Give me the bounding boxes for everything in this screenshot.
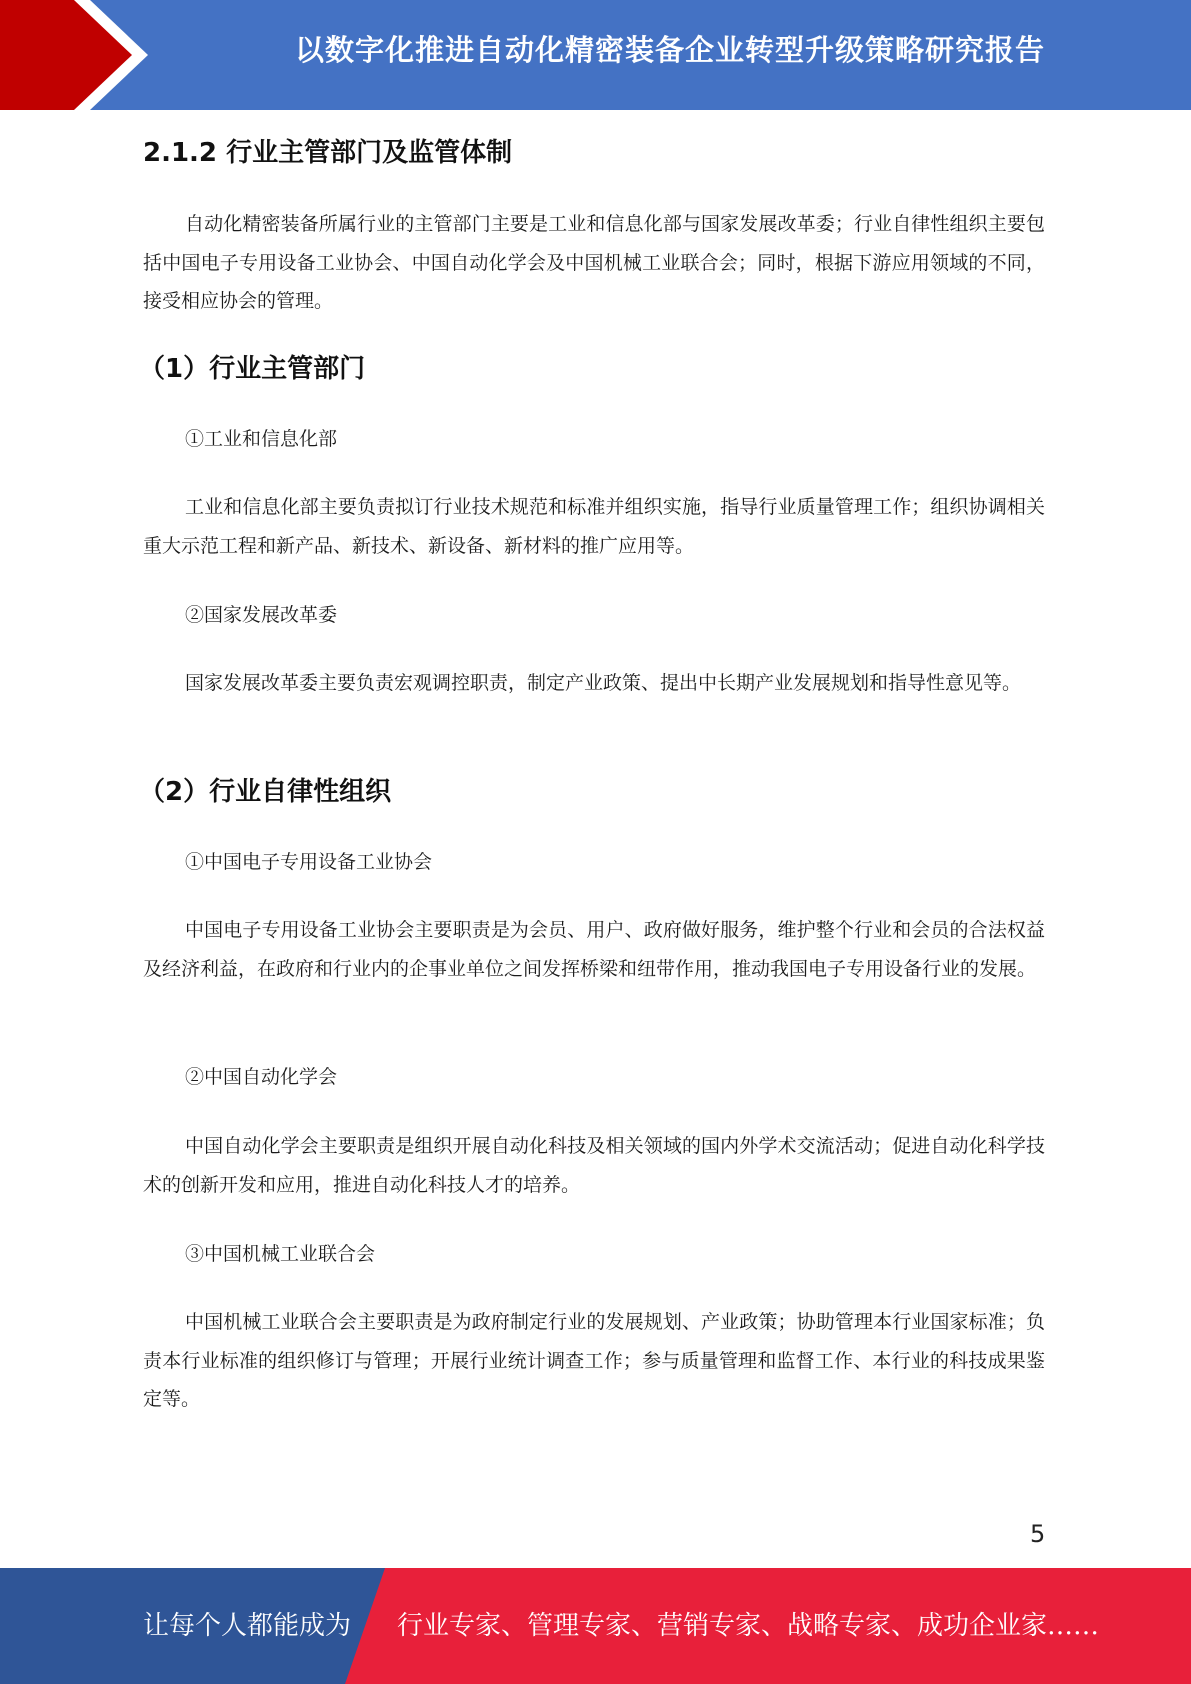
item-title-cepea: ①中国电子专用设备工业协会 — [185, 851, 433, 873]
item-title-caa: ②中国自动化学会 — [185, 1066, 338, 1088]
item-title-ndrc: ②国家发展改革委 — [185, 604, 338, 626]
item-text-cepea: 中国电子专用设备工业协会主要职责是为会员、用户、政府做好服务，维护整个行业和会员的合法权益及经济利益，在政府和行业内的企事业单位之间发挥桥梁和纽带作用，推动我国电子专用设备行业的发展。 — [143, 919, 1045, 980]
item-title-cmif: ③中国机械工业联合会 — [185, 1243, 376, 1265]
section-intro-paragraph: 自动化精密装备所属行业的主管部门主要是工业和信息化部与国家发展改革委；行业自律性组织主要包括中国电子专用设备工业协会、中国自动化学会及中国机械工业联合会；同时，根据下游应用领域的不同，接受相应协会的管理。 — [143, 213, 1045, 312]
subsection-heading-1: （1）行业主管部门 — [139, 354, 366, 384]
page-header — [0, 0, 1191, 110]
footer-slogan-left: 让每个人都能成为 — [143, 1611, 352, 1641]
section-heading: 2.1.2 行业主管部门及监管体制 — [143, 138, 513, 168]
page-footer — [0, 1568, 1191, 1684]
item-text-cmif: 中国机械工业联合会主要职责是为政府制定行业的发展规划、产业政策；协助管理本行业国家标准；负责本行业标准的组织修订与管理；开展行业统计调查工作；参与质量管理和监督工作、本行业的科技成果鉴定等。 — [143, 1311, 1045, 1410]
item-text-caa: 中国自动化学会主要职责是组织开展自动化科技及相关领域的国内外学术交流活动；促进自动化科学技术的创新开发和应用，推进自动化科技人才的培养。 — [143, 1135, 1045, 1196]
item-text-ndrc: 国家发展改革委主要负责宏观调控职责，制定产业政策、提出中长期产业发展规划和指导性意见等。 — [185, 672, 1022, 694]
report-title: 以数字化推进自动化精密装备企业转型升级策略研究报告 — [294, 33, 1045, 67]
footer-slogan-right: 行业专家、管理专家、营销专家、战略专家、成功企业家…… — [397, 1611, 1100, 1641]
item-text-miit: 工业和信息化部主要负责拟订行业技术规范和标准并组织实施，指导行业质量管理工作；组织协调相关重大示范工程和新产品、新技术、新设备、新材料的推广应用等。 — [143, 496, 1045, 557]
item-title-miit: ①工业和信息化部 — [185, 428, 338, 450]
page-number: 5 — [1030, 1520, 1046, 1548]
subsection-heading-2: （2）行业自律性组织 — [139, 777, 392, 807]
